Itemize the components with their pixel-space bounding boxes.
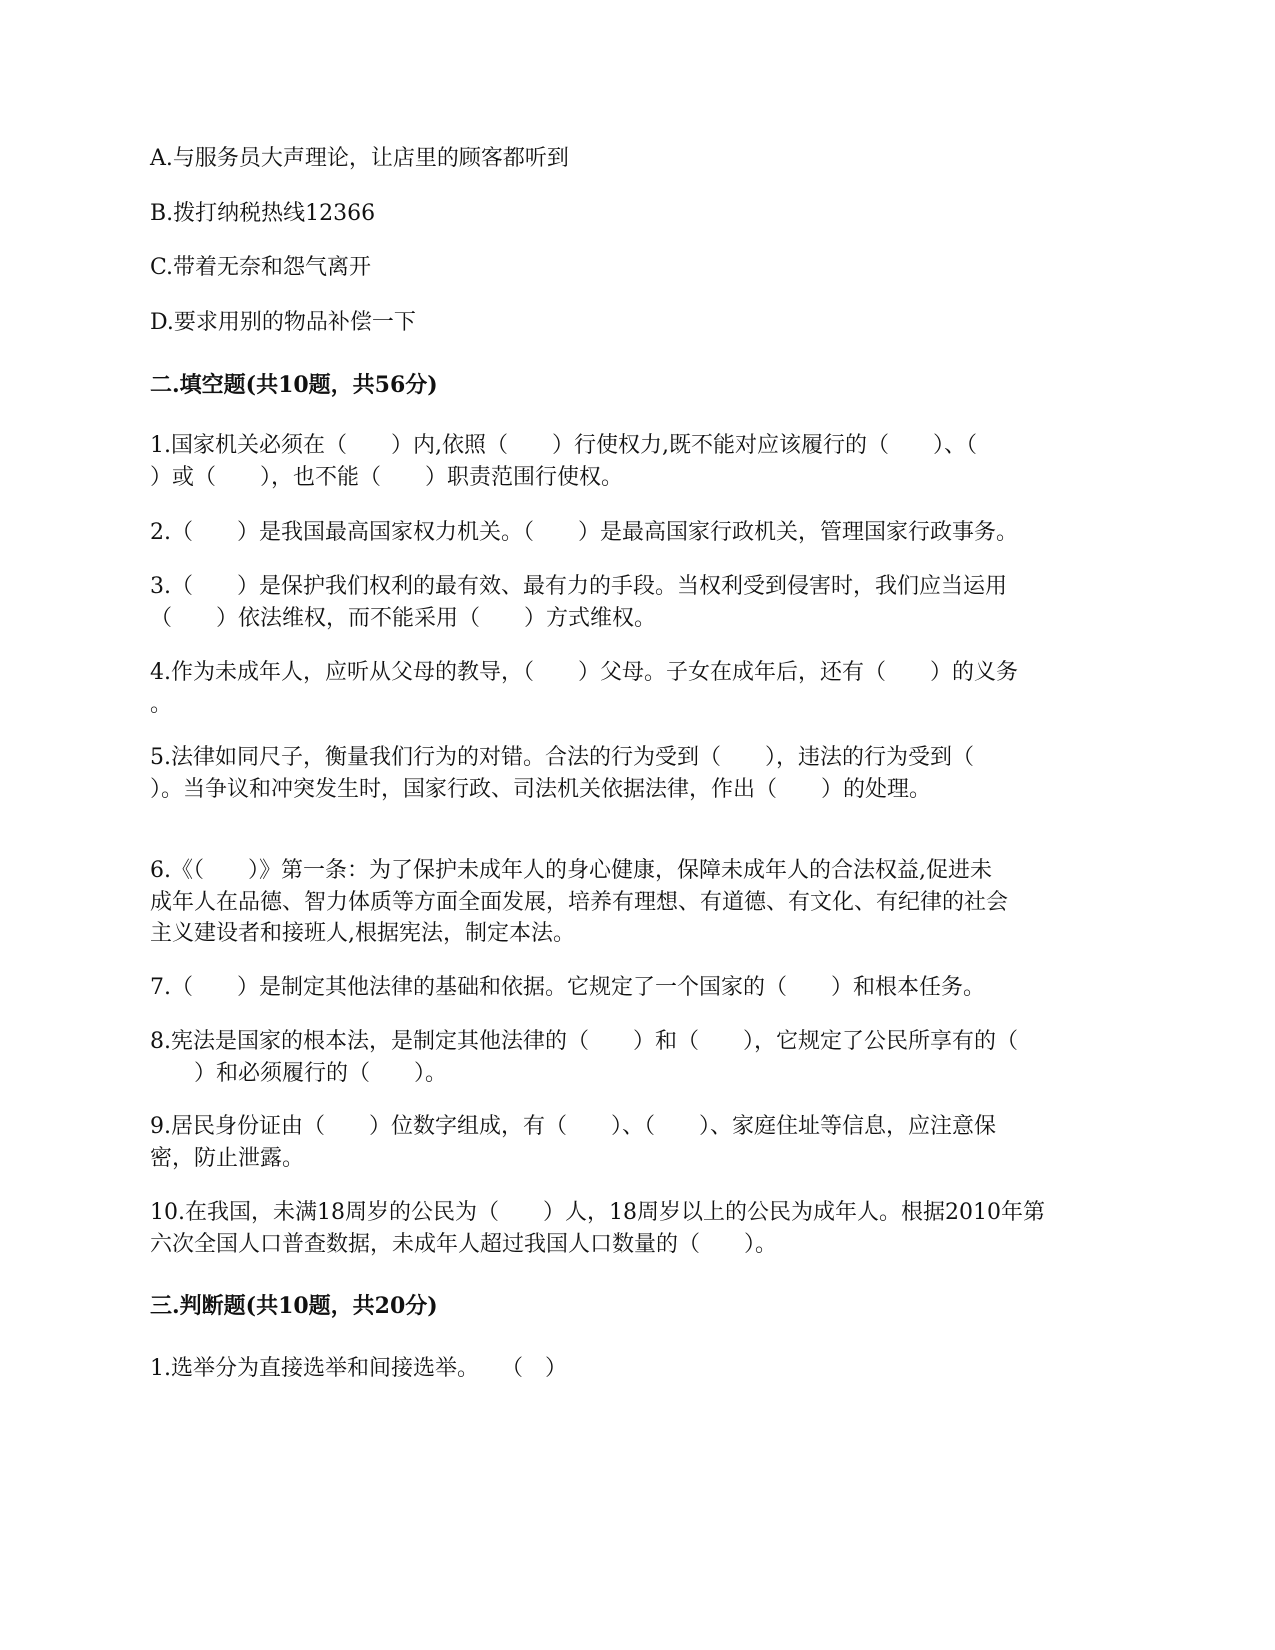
fill-blank-q6-line1: 6.《（ ）》第一条：为了保护未成年人的身心健康，保障未成年人的合法权益,促进未 [150, 858, 992, 883]
fill-blank-q4-line1: 4.作为未成年人，应听从父母的教导，（ ）父母。子女在成年后，还有（ ）的义务 [150, 660, 1018, 685]
fill-blank-q8-line2: ）和必须履行的（ ）。 [150, 1061, 448, 1086]
fill-blank-q9-line1: 9.居民身份证由（ ）位数字组成，有（ ）、（ ）、家庭住址等信息，应注意保 [150, 1114, 996, 1139]
fill-blank-q1-line1: 1.国家机关必须在（ ）内,依照（ ）行使权力,既不能对应该履行的（ ）、（ [150, 433, 977, 458]
choice-option-c: C.带着无奈和怨气离开 [150, 255, 372, 280]
choice-option-d: D.要求用别的物品补偿一下 [150, 310, 416, 335]
fill-blank-q5-line2: ）。当争议和冲突发生时，国家行政、司法机关依据法律，作出（ ）的处理。 [150, 777, 932, 802]
fill-blank-q7: 7.（ ）是制定其他法律的基础和依据。它规定了一个国家的（ ）和根本任务。 [150, 975, 985, 1000]
choice-option-a: A.与服务员大声理论，让店里的顾客都听到 [150, 146, 569, 171]
section-heading-true-false: 三.判断题(共10题，共20分) [150, 1293, 438, 1319]
fill-blank-q10-line2: 六次全国人口普查数据，未成年人超过我国人口数量的（ ）。 [150, 1232, 778, 1257]
fill-blank-q10-line1: 10.在我国，未满18周岁的公民为（ ）人，18周岁以上的公民为成年人。根据2010年第 [150, 1200, 1045, 1225]
fill-blank-q5-line1: 5.法律如同尺子，衡量我们行为的对错。合法的行为受到（ ），违法的行为受到（ [150, 745, 974, 770]
fill-blank-q6-line2: 成年人在品德、智力体质等方面全面发展，培养有理想、有道德、有文化、有纪律的社会 [150, 890, 1009, 915]
fill-blank-q8-line1: 8.宪法是国家的根本法，是制定其他法律的（ ）和（ ），它规定了公民所享有的（ [150, 1029, 1018, 1054]
choice-option-b: B.拨打纳税热线12366 [150, 201, 376, 226]
section-heading-fill-blank: 二.填空题(共10题，共56分) [150, 372, 438, 398]
fill-blank-q3-line2: （ ）依法维权，而不能采用（ ）方式维权。 [150, 606, 657, 631]
fill-blank-q4-line2: 。 [150, 692, 173, 717]
fill-blank-q6-line3: 主义建设者和接班人,根据宪法，制定本法。 [150, 921, 575, 946]
fill-blank-q2: 2.（ ）是我国最高国家权力机关。（ ）是最高国家行政机关，管理国家行政事务。 [150, 520, 1018, 545]
fill-blank-q3-line1: 3.（ ）是保护我们权利的最有效、最有力的手段。当权利受到侵害时，我们应当运用 [150, 574, 1007, 599]
fill-blank-q1-line2: ）或（ ），也不能（ ）职责范围行使权。 [150, 465, 624, 490]
fill-blank-q9-line2: 密，防止泄露。 [150, 1146, 305, 1171]
true-false-q1: 1.选举分为直接选举和间接选举。 （ ） [150, 1356, 567, 1381]
